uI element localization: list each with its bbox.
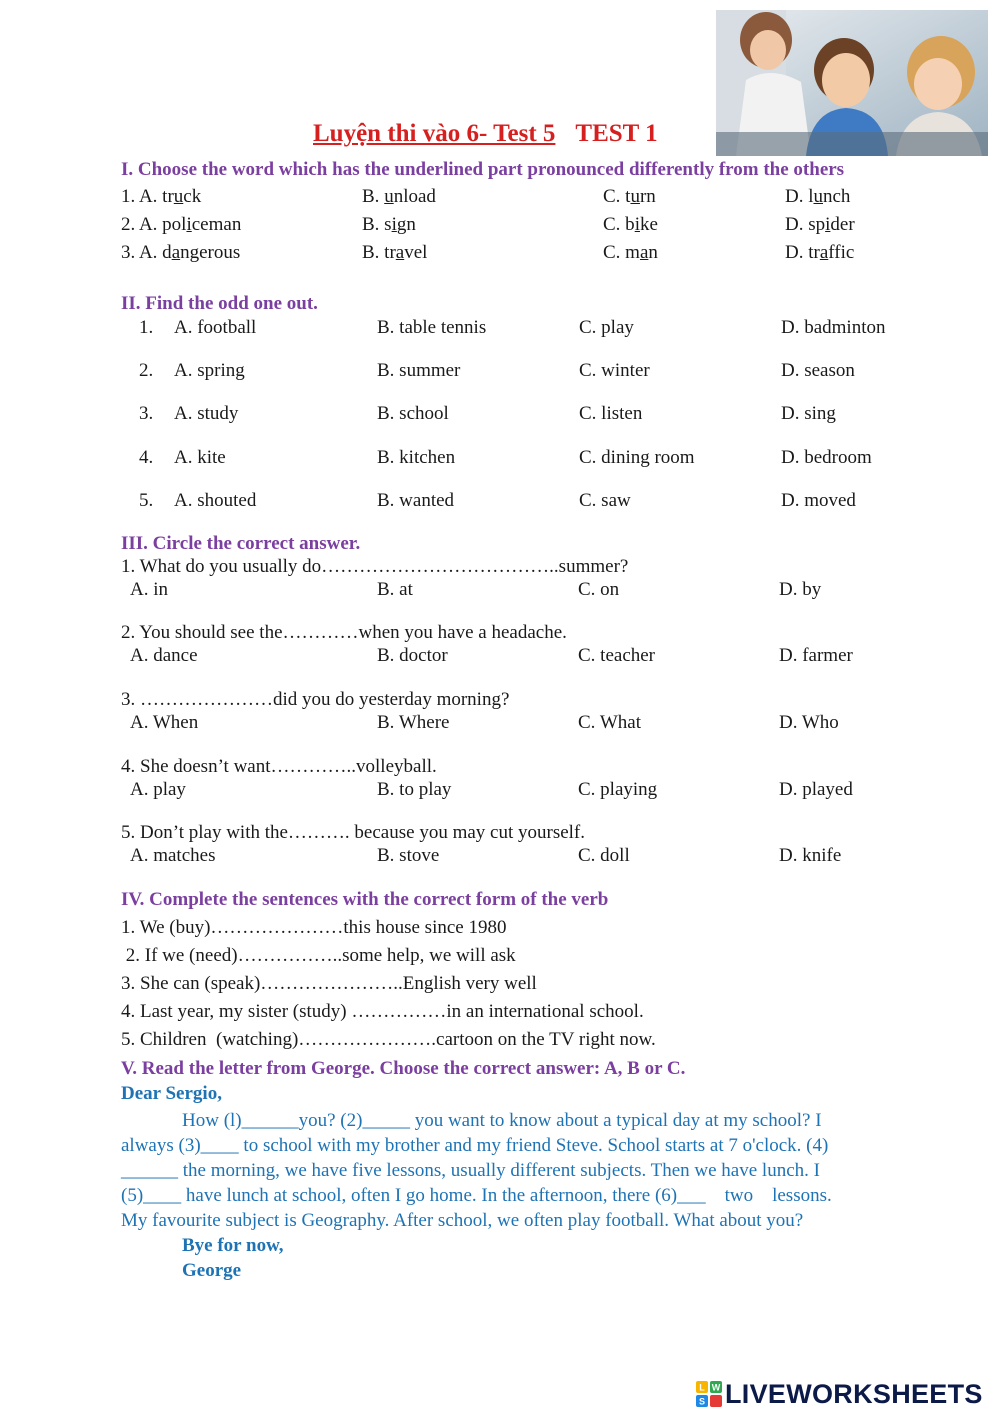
answer-option[interactable]: A. football xyxy=(174,317,257,338)
odd-one-out-question xyxy=(0,317,1000,343)
answer-option[interactable] xyxy=(121,242,240,264)
answer-option[interactable]: D. knife xyxy=(779,845,842,866)
answer-option[interactable]: D. Who xyxy=(779,712,839,733)
answer-option[interactable]: B. to play xyxy=(377,779,452,800)
odd-one-out-question xyxy=(0,490,1000,516)
underlined-letter: u xyxy=(173,186,184,207)
option-text: B. s xyxy=(362,214,392,235)
question-text: 5. Don’t play with the………. because you may cut yourself. xyxy=(121,822,585,843)
answer-option[interactable]: A. dance xyxy=(130,645,198,666)
question-text: 4. She doesn’t want…………..volleyball. xyxy=(121,756,437,777)
option-text: ffic xyxy=(828,242,855,263)
answer-option[interactable] xyxy=(362,214,416,236)
option-text: ke xyxy=(639,214,658,235)
verb-sentence: 3. She can (speak)…………………..English very well xyxy=(121,973,537,994)
section-4-heading: IV. Complete the sentences with the correct form of the verb xyxy=(121,889,609,910)
option-text: D. l xyxy=(785,186,814,207)
answer-option[interactable]: B. Where xyxy=(377,712,450,733)
answer-option[interactable]: D. badminton xyxy=(781,317,886,338)
answer-option[interactable] xyxy=(603,242,658,264)
title-test-name: Luyện thi vào 6- Test 5 xyxy=(313,120,556,147)
option-text: ceman xyxy=(191,214,242,235)
question-text: 1. What do you usually do………………………………..summer? xyxy=(121,556,629,577)
children-learning-photo xyxy=(716,10,988,156)
option-text: ngerous xyxy=(180,242,241,263)
pronunciation-question xyxy=(0,186,1000,212)
underlined-letter: a xyxy=(639,242,649,263)
answer-options-row xyxy=(0,845,1000,871)
option-text: C. m xyxy=(603,242,640,263)
answer-option[interactable]: B. table tennis xyxy=(377,317,487,338)
logo-letter: S xyxy=(698,1396,706,1407)
answer-option[interactable]: A. When xyxy=(130,712,199,733)
photo-illustration xyxy=(716,10,988,156)
option-text: 2. A. pol xyxy=(121,214,187,235)
answer-option[interactable] xyxy=(785,186,850,208)
letter-line: always (3)____ to school with my brother and my friend Steve. School starts at 7 o'clock. (4) xyxy=(121,1135,829,1156)
letter-body xyxy=(121,1108,877,1233)
underlined-letter: u xyxy=(630,186,640,207)
answer-option[interactable] xyxy=(785,214,855,236)
underlined-letter: i xyxy=(634,214,640,235)
option-text: ck xyxy=(183,186,202,207)
option-text: 3. A. d xyxy=(121,242,172,263)
underlined-letter: i xyxy=(186,214,192,235)
option-text: 1. A. tr xyxy=(121,186,174,207)
option-text: D. sp xyxy=(785,214,826,235)
underlined-letter: u xyxy=(813,186,823,207)
pronunciation-question xyxy=(0,214,1000,240)
section-5-heading: V. Read the letter from George. Choose the correct answer: A, B or C. xyxy=(121,1058,686,1079)
answer-option[interactable]: A. study xyxy=(174,403,239,424)
letter-line: ______ the morning, we have five lessons, usually different subjects. Then we have lunch. I xyxy=(121,1160,820,1181)
option-text: nload xyxy=(393,186,436,207)
underlined-letter: a xyxy=(819,242,829,263)
letter-closing: Bye for now, xyxy=(182,1235,284,1256)
answer-option[interactable]: B. wanted xyxy=(377,490,455,511)
answer-option[interactable] xyxy=(603,214,658,236)
verb-sentence: 1. We (buy)…………………this house since 1980 xyxy=(121,917,507,938)
pronunciation-question xyxy=(0,242,1000,268)
answer-option[interactable]: D. farmer xyxy=(779,645,853,666)
page-title xyxy=(313,120,658,148)
odd-one-out-question xyxy=(0,403,1000,429)
answer-option[interactable]: A. matches xyxy=(130,845,216,866)
answer-options-row xyxy=(0,779,1000,805)
option-text: der xyxy=(830,214,855,235)
underlined-letter: i xyxy=(825,214,831,235)
liveworksheets-logo-icon xyxy=(696,1381,722,1407)
answer-option[interactable]: D. moved xyxy=(781,490,856,511)
answer-option[interactable]: C. What xyxy=(578,712,641,733)
answer-options-row xyxy=(0,645,1000,671)
section-3-heading: III. Circle the correct answer. xyxy=(121,533,361,554)
answer-option[interactable] xyxy=(121,186,201,208)
letter-line: (5)____ have lunch at school, often I go home. In the afternoon, there (6)___ two lessons. xyxy=(121,1185,832,1206)
answer-option[interactable]: D. bedroom xyxy=(781,447,872,468)
question-number: 3. xyxy=(139,403,154,424)
liveworksheets-brand[interactable] xyxy=(696,1379,983,1409)
section-2-heading: II. Find the odd one out. xyxy=(121,293,318,314)
underlined-letter: u xyxy=(384,186,394,207)
answer-option[interactable]: D. season xyxy=(781,360,855,381)
question-text: 3. …………………did you do yesterday morning? xyxy=(121,689,510,710)
answer-options-row xyxy=(0,712,1000,738)
answer-options-row xyxy=(0,579,1000,605)
question-number: 4. xyxy=(139,447,154,468)
logo-letter: L xyxy=(699,1382,705,1393)
answer-option[interactable]: A. shouted xyxy=(174,490,257,511)
answer-option[interactable]: B. stove xyxy=(377,845,440,866)
option-text: rn xyxy=(639,186,656,207)
answer-option[interactable]: D. by xyxy=(779,579,822,600)
answer-option[interactable]: A. kite xyxy=(174,447,226,468)
answer-option[interactable] xyxy=(362,186,436,208)
question-number: 2. xyxy=(139,360,154,381)
option-text: n xyxy=(648,242,658,263)
answer-option[interactable]: C. playing xyxy=(578,779,658,800)
answer-option[interactable]: B. at xyxy=(377,579,413,600)
answer-option[interactable]: C. doll xyxy=(578,845,630,866)
title-test-number: TEST 1 xyxy=(575,120,658,147)
answer-option[interactable]: C. teacher xyxy=(578,645,656,666)
odd-one-out-question xyxy=(0,360,1000,386)
brand-name: LIVEWORKSHEETS xyxy=(725,1378,983,1409)
option-text: C. b xyxy=(603,214,635,235)
answer-option[interactable] xyxy=(121,214,241,236)
question-number: 5. xyxy=(139,490,154,511)
answer-option[interactable]: C. saw xyxy=(579,490,631,511)
section-1-heading: I. Choose the word which has the underlined part pronounced differently from the others xyxy=(121,159,845,180)
underlined-letter: i xyxy=(391,214,397,235)
option-text: B. xyxy=(362,186,385,207)
letter-greeting: Dear Sergio, xyxy=(121,1083,222,1104)
answer-option[interactable]: A. in xyxy=(130,579,168,600)
answer-option[interactable]: B. summer xyxy=(377,360,461,381)
answer-option[interactable]: D. sing xyxy=(781,403,836,424)
answer-option[interactable] xyxy=(362,242,427,264)
answer-option[interactable]: B. kitchen xyxy=(377,447,456,468)
answer-option[interactable]: C. on xyxy=(578,579,620,600)
odd-one-out-question xyxy=(0,447,1000,473)
question-text: 2. You should see the…………when you have a headache. xyxy=(121,622,567,643)
option-text: vel xyxy=(404,242,428,263)
answer-option[interactable]: D. played xyxy=(779,779,853,800)
logo-letter: W xyxy=(711,1382,721,1393)
answer-option[interactable]: C. listen xyxy=(579,403,643,424)
answer-option[interactable]: C. winter xyxy=(579,360,650,381)
answer-option[interactable]: A. play xyxy=(130,779,186,800)
answer-option[interactable]: C. dining room xyxy=(579,447,695,468)
answer-option[interactable]: B. school xyxy=(377,403,449,424)
verb-sentence: 2. If we (need)……………..some help, we will ask xyxy=(121,945,516,966)
answer-option[interactable]: A. spring xyxy=(174,360,245,381)
answer-option[interactable]: B. doctor xyxy=(377,645,448,666)
question-number: 1. xyxy=(139,317,154,338)
answer-option[interactable] xyxy=(785,242,854,264)
verb-sentence: 4. Last year, my sister (study) ……………in an international school. xyxy=(121,1001,644,1022)
option-text: nch xyxy=(823,186,851,207)
underlined-letter: a xyxy=(395,242,405,263)
underlined-letter: a xyxy=(171,242,181,263)
letter-line: How (l)______you? (2)_____ you want to know about a typical day at my school? I xyxy=(182,1110,822,1131)
verb-sentence: 5. Children (watching)………………….cartoon on the TV right now. xyxy=(121,1029,656,1050)
option-text: gn xyxy=(396,214,416,235)
option-text: C. t xyxy=(603,186,631,207)
answer-option[interactable] xyxy=(603,186,656,208)
letter-signature: George xyxy=(182,1260,242,1281)
option-text: D. tr xyxy=(785,242,820,263)
letter-line: My favourite subject is Geography. After school, we often play football. What about you? xyxy=(121,1210,804,1231)
answer-option[interactable]: C. play xyxy=(579,317,634,338)
option-text: B. tr xyxy=(362,242,396,263)
